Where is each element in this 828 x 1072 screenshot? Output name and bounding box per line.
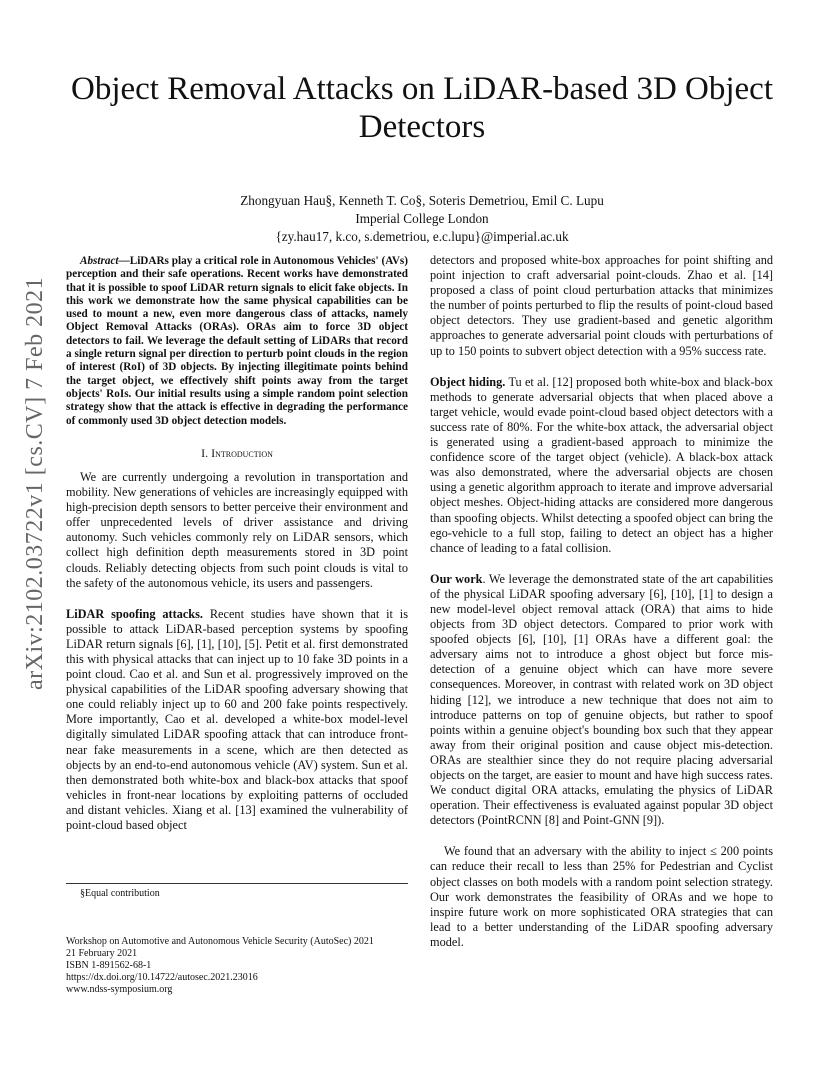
hiding-text: Tu et al. [12] proposed both white-box and black-box methods to generate adversarial objects that when placed above a target vehicle, would evade point-cloud based object detectors with a success rate of 80%. For the white-box attack, the adversarial object is generated using a gradient-based approach to minimize the confidence score of the target object (vehicle). A black-box attack was also demonstrated, where the adversarial objects are chosen using a genetic algorithm approach to iterate and improve adversarial object meshes. Object-hiding attacks are considered more dangerous than spoofing objects. Whilst detecting a spoofed object can bring the ego-vehicle to a full stop, failing to detect an object has a higher chance of leading to a fatal collision. — [430, 374, 773, 555]
hiding-paragraph — [430, 375, 773, 556]
workshop-isbn: ISBN 1-891562-68-1 — [66, 960, 152, 971]
author-block — [40, 192, 804, 246]
findings-paragraph: We found that an adversary with the ability to inject ≤ 200 points can reduce their recall to less than 25% for Pedestrian and Cyclist object classes on both models with a random point selection strategy. Our work demonstrates the feasibility of ORAs and we hope to inspire future work on more sophisticated ORA strategies that can lead to a better understanding of the LiDAR spoofing adversary model. — [430, 844, 773, 949]
workshop-line: Workshop on Automotive and Autonomous Vehicle Security (AutoSec) 2021 — [66, 936, 374, 947]
spoofing-paragraph — [66, 607, 408, 833]
affiliation: Imperial College London — [355, 211, 489, 226]
footnote-rule — [66, 883, 408, 884]
related-work-paragraph: detectors and proposed white-box approaches for point shifting and point injection to craft adversarial point-clouds. Zhao et al. [14] proposed a class of point cloud perturbation attacks that minimizes the number of points perturbed to flip the results of point-cloud based object detectors. They use gradient-based and genetic algorithm approaches to generate adversarial point clouds with perturbations of up to 150 points to subvert object detection with a 95% success rate. — [430, 253, 773, 358]
spoofing-text: Recent studies have shown that it is possible to attack LiDAR-based perception systems by spoofing LiDAR return signals [6], [1], [10], [5]. Petit et al. first demonstrated this with physical attacks that can inject up to 10 fake 3D points in a point cloud. Cao et al. and Sun et al. progressively improved on the physical capabilities of the LiDAR spoofing adversary showing that one could reliably inject up to 60 and 200 fake points respectively. More importantly, Cao et al. developed a white-box model-level digitally simulated LiDAR spoofing attack that can introduce front-near fake measurements in a scene, which are then detected as objects by an end-to-end autonomous vehicle (AV) system. Sun et al. then demonstrated both white-box and black-box attacks that spoof vehicles in front-near locations by exploiting patterns of occluded and distant vehicles. Xiang et al. [13] examined the vulnerability of point-cloud based object — [66, 606, 408, 833]
workshop-info — [66, 936, 408, 996]
footnote: §Equal contribution — [80, 888, 160, 899]
spoofing-heading: LiDAR spoofing attacks. — [66, 606, 204, 621]
work-paragraph — [430, 572, 773, 829]
hiding-heading: Object hiding. — [430, 374, 506, 389]
left-column — [66, 255, 408, 833]
work-text: . We leverage the demonstrated state of the art capabilities of the physical LiDAR spoofing adversary [6], [10], [1] to design a new model-level object removal attack (ORA) that aims to hide objects from 3D object detectors. Compared to prior work with spoofed objects [6], [10], [1] ORAs have a different goal: the adversary aims not to introduce a ghost object but force mis-detection of a genuine object which can have more severe consequences. Moreover, in contrast with related work on 3D object hiding [12], we introduce a new technique that does not aim to introduce patterns on top of genuine objects, but rather to spoof points within a genuine object's bounding box such that they appear away from their original position and cause object mis-detection. ORAs are stealthier since they do not require placing adversarial objects on the target, are easier to mount and have high success rates. We conduct digital ORA attacks, emulating the physics of LiDAR operation. Their effectiveness is evaluated against popular 3D object detectors (PointRCNN [8] and Point-GNN [9]). — [430, 571, 773, 828]
arxiv-identifier: arXiv:2102.03722v1 [cs.CV] 7 Feb 2021 — [22, 276, 48, 690]
work-heading: Our work — [430, 571, 483, 586]
abstract — [66, 255, 408, 428]
authors: Zhongyuan Hau§, Kenneth T. Co§, Soteris Demetriou, Emil C. Lupu — [240, 193, 604, 208]
workshop-url[interactable]: www.ndss-symposium.org — [66, 984, 173, 995]
workshop-date: 21 February 2021 — [66, 948, 138, 959]
right-column — [430, 253, 773, 950]
section-heading-introduction: I. Introduction — [201, 445, 273, 460]
abstract-lead: Abstract — [80, 255, 119, 267]
abstract-text: —LiDARs play a critical role in Autonomous Vehicles' (AVs) perception and their safe operations. Recent works have demonstrated that it is possible to spoof LiDAR return signals to elicit fake objects. In this work we demonstrate how the same physical capabilities can be used to mount a new, even more dangerous class of attacks, namely Object Removal Attacks (ORAs). ORAs aim to force 3D object detectors to fail. We leverage the default setting of LiDARs that record a single return signal per direction to perturb point clouds in the region of interest (RoI) of 3D objects. By injecting illegitimate points behind the target object, we effectively shift points away from the target objects' RoIs. Our initial results using a simple random point selection strategy show that the attack is effective in degrading the performance of commonly used 3D object detection models. — [66, 255, 408, 427]
workshop-doi[interactable]: https://dx.doi.org/10.14722/autosec.2021.23016 — [66, 972, 258, 983]
emails: {zy.hau17, k.co, s.demetriou, e.c.lupu}@imperial.ac.uk — [275, 229, 569, 244]
paper-title: Object Removal Attacks on LiDAR-based 3D Object Detectors — [70, 71, 773, 145]
intro-paragraph: We are currently undergoing a revolution in transportation and mobility. New generations of vehicles are increasingly equipped with high-precision depth sensors to better perceive their environment and offer unprecedented levels of driver assistance and driving autonomy. Such vehicles commonly rely on LiDAR sensors, which collect high definition depth measurements stored in 3D point clouds. Reliably detecting objects from such point clouds is vital to the safety of the autonomous vehicle, its users and passengers. — [66, 469, 408, 590]
